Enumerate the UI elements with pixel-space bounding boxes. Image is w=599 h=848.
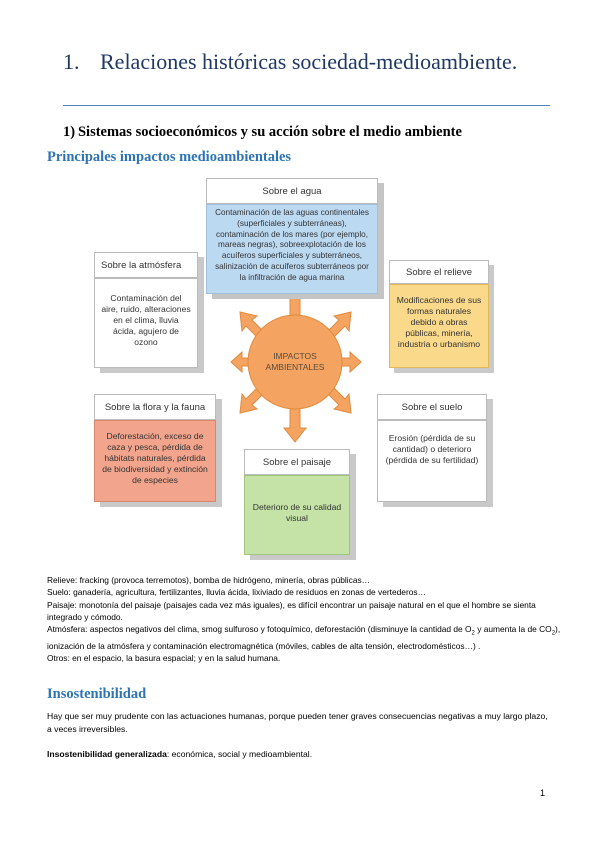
generalizada-label: Insostenibilidad generalizada — [47, 749, 167, 759]
box-relieve-body: Modificaciones de sus formas naturales debido a obras públicas, minería, industria o urbanismo — [389, 284, 489, 368]
section-title: Principales impactos medioambientales — [47, 149, 292, 165]
page-number: 1 — [540, 788, 546, 798]
center-label-2: AMBIENTALES — [265, 362, 325, 372]
note-paisaje: Paisaje: monotonía del paisaje (paisajes cada vez más iguales), es difícil encontrar un paisaje natural en el que el hombre se sienta integrado y cómodo. — [47, 599, 536, 622]
impact-notes — [47, 574, 567, 665]
insostenibilidad-paragraph: Hay que ser muy prudente con las actuaciones humanas, porque pueden tener graves consecuencias negativas a muy largo plazo, a veces irreversibles. — [47, 711, 548, 734]
impacts-diagram — [90, 170, 510, 562]
box-paisaje-body: Deterioro de su calidad visual — [244, 475, 350, 555]
insostenibilidad-generalizada — [47, 749, 552, 759]
generalizada-text: : económica, social y medioambiental. — [166, 749, 313, 759]
note-atmosfera-c: ), ionización de la atmósfera y contaminación electromagnética (móviles, cables de alta tensión, electrodomésticos…) . — [47, 624, 561, 652]
heading-rule — [63, 105, 550, 106]
box-suelo — [377, 394, 487, 502]
arrow-down — [284, 404, 306, 442]
box-suelo-title: Sobre el suelo — [377, 394, 487, 420]
note-relieve: Relieve: fracking (provoca terremotos), bomba de hidrógeno, minería, obras públicas… — [47, 575, 371, 585]
box-agua-title: Sobre el agua — [206, 178, 378, 204]
heading-text: Relaciones históricas sociedad-medioambiente. — [100, 49, 518, 74]
box-flora-title: Sobre la flora y la fauna — [94, 394, 216, 420]
subheading: 1) Sistemas socioeconómicos y su acción sobre el medio ambiente — [63, 124, 462, 140]
box-agua — [206, 178, 378, 294]
box-agua-body: Contaminación de las aguas continentales (superficiales y subterráneas), contaminación de los mares (por ejemplo, mareas negras), sobreexplotación de los acuíferos superficiales y subterráneos, salinización de acuíferos subterráneos por la infiltración de agua marina — [206, 204, 378, 294]
box-suelo-body: Erosión (pérdida de su cantidad) o deterioro (pérdida de su fertilidad) — [377, 420, 487, 502]
center-label-1: IMPACTOS — [273, 351, 317, 361]
box-atmosfera — [94, 252, 198, 368]
insostenibilidad-title: Insostenibilidad — [47, 686, 147, 702]
box-paisaje — [244, 449, 350, 555]
note-atmosfera — [47, 623, 567, 652]
box-paisaje-title: Sobre el paisaje — [244, 449, 350, 475]
note-atmosfera-a: Atmósfera: aspectos negativos del clima, smog sulfuroso y fotoquímico, deforestación (disminuye la cantidad de O — [47, 624, 472, 635]
box-atmosfera-body: Contaminación del aire, ruido, alteraciones en el clima, lluvia ácida, agujero de ozono — [94, 278, 198, 368]
box-atmosfera-title: Sobre la atmósfera — [94, 252, 198, 278]
note-atmosfera-sub2: 2 — [551, 630, 556, 637]
note-atmosfera-b: y aumenta la de CO — [474, 624, 552, 635]
box-flora — [94, 394, 216, 502]
note-suelo: Suelo: ganadería, agricultura, fertilizantes, lluvia ácida, lixiviado de residuos en zonas de vertederos… — [47, 587, 426, 598]
box-relieve — [389, 260, 489, 368]
heading-number: 1. — [63, 49, 80, 74]
box-flora-body: Deforestación, exceso de caza y pesca, pérdida de hábitats naturales, pérdida de biodiversidad y extinción de especies — [94, 420, 216, 502]
box-relieve-title: Sobre el relieve — [389, 260, 489, 284]
note-atmosfera-sub1: 2 — [471, 630, 475, 637]
note-otros: Otros: en el espacio, la basura espacial; y en la salud humana. — [47, 653, 281, 664]
